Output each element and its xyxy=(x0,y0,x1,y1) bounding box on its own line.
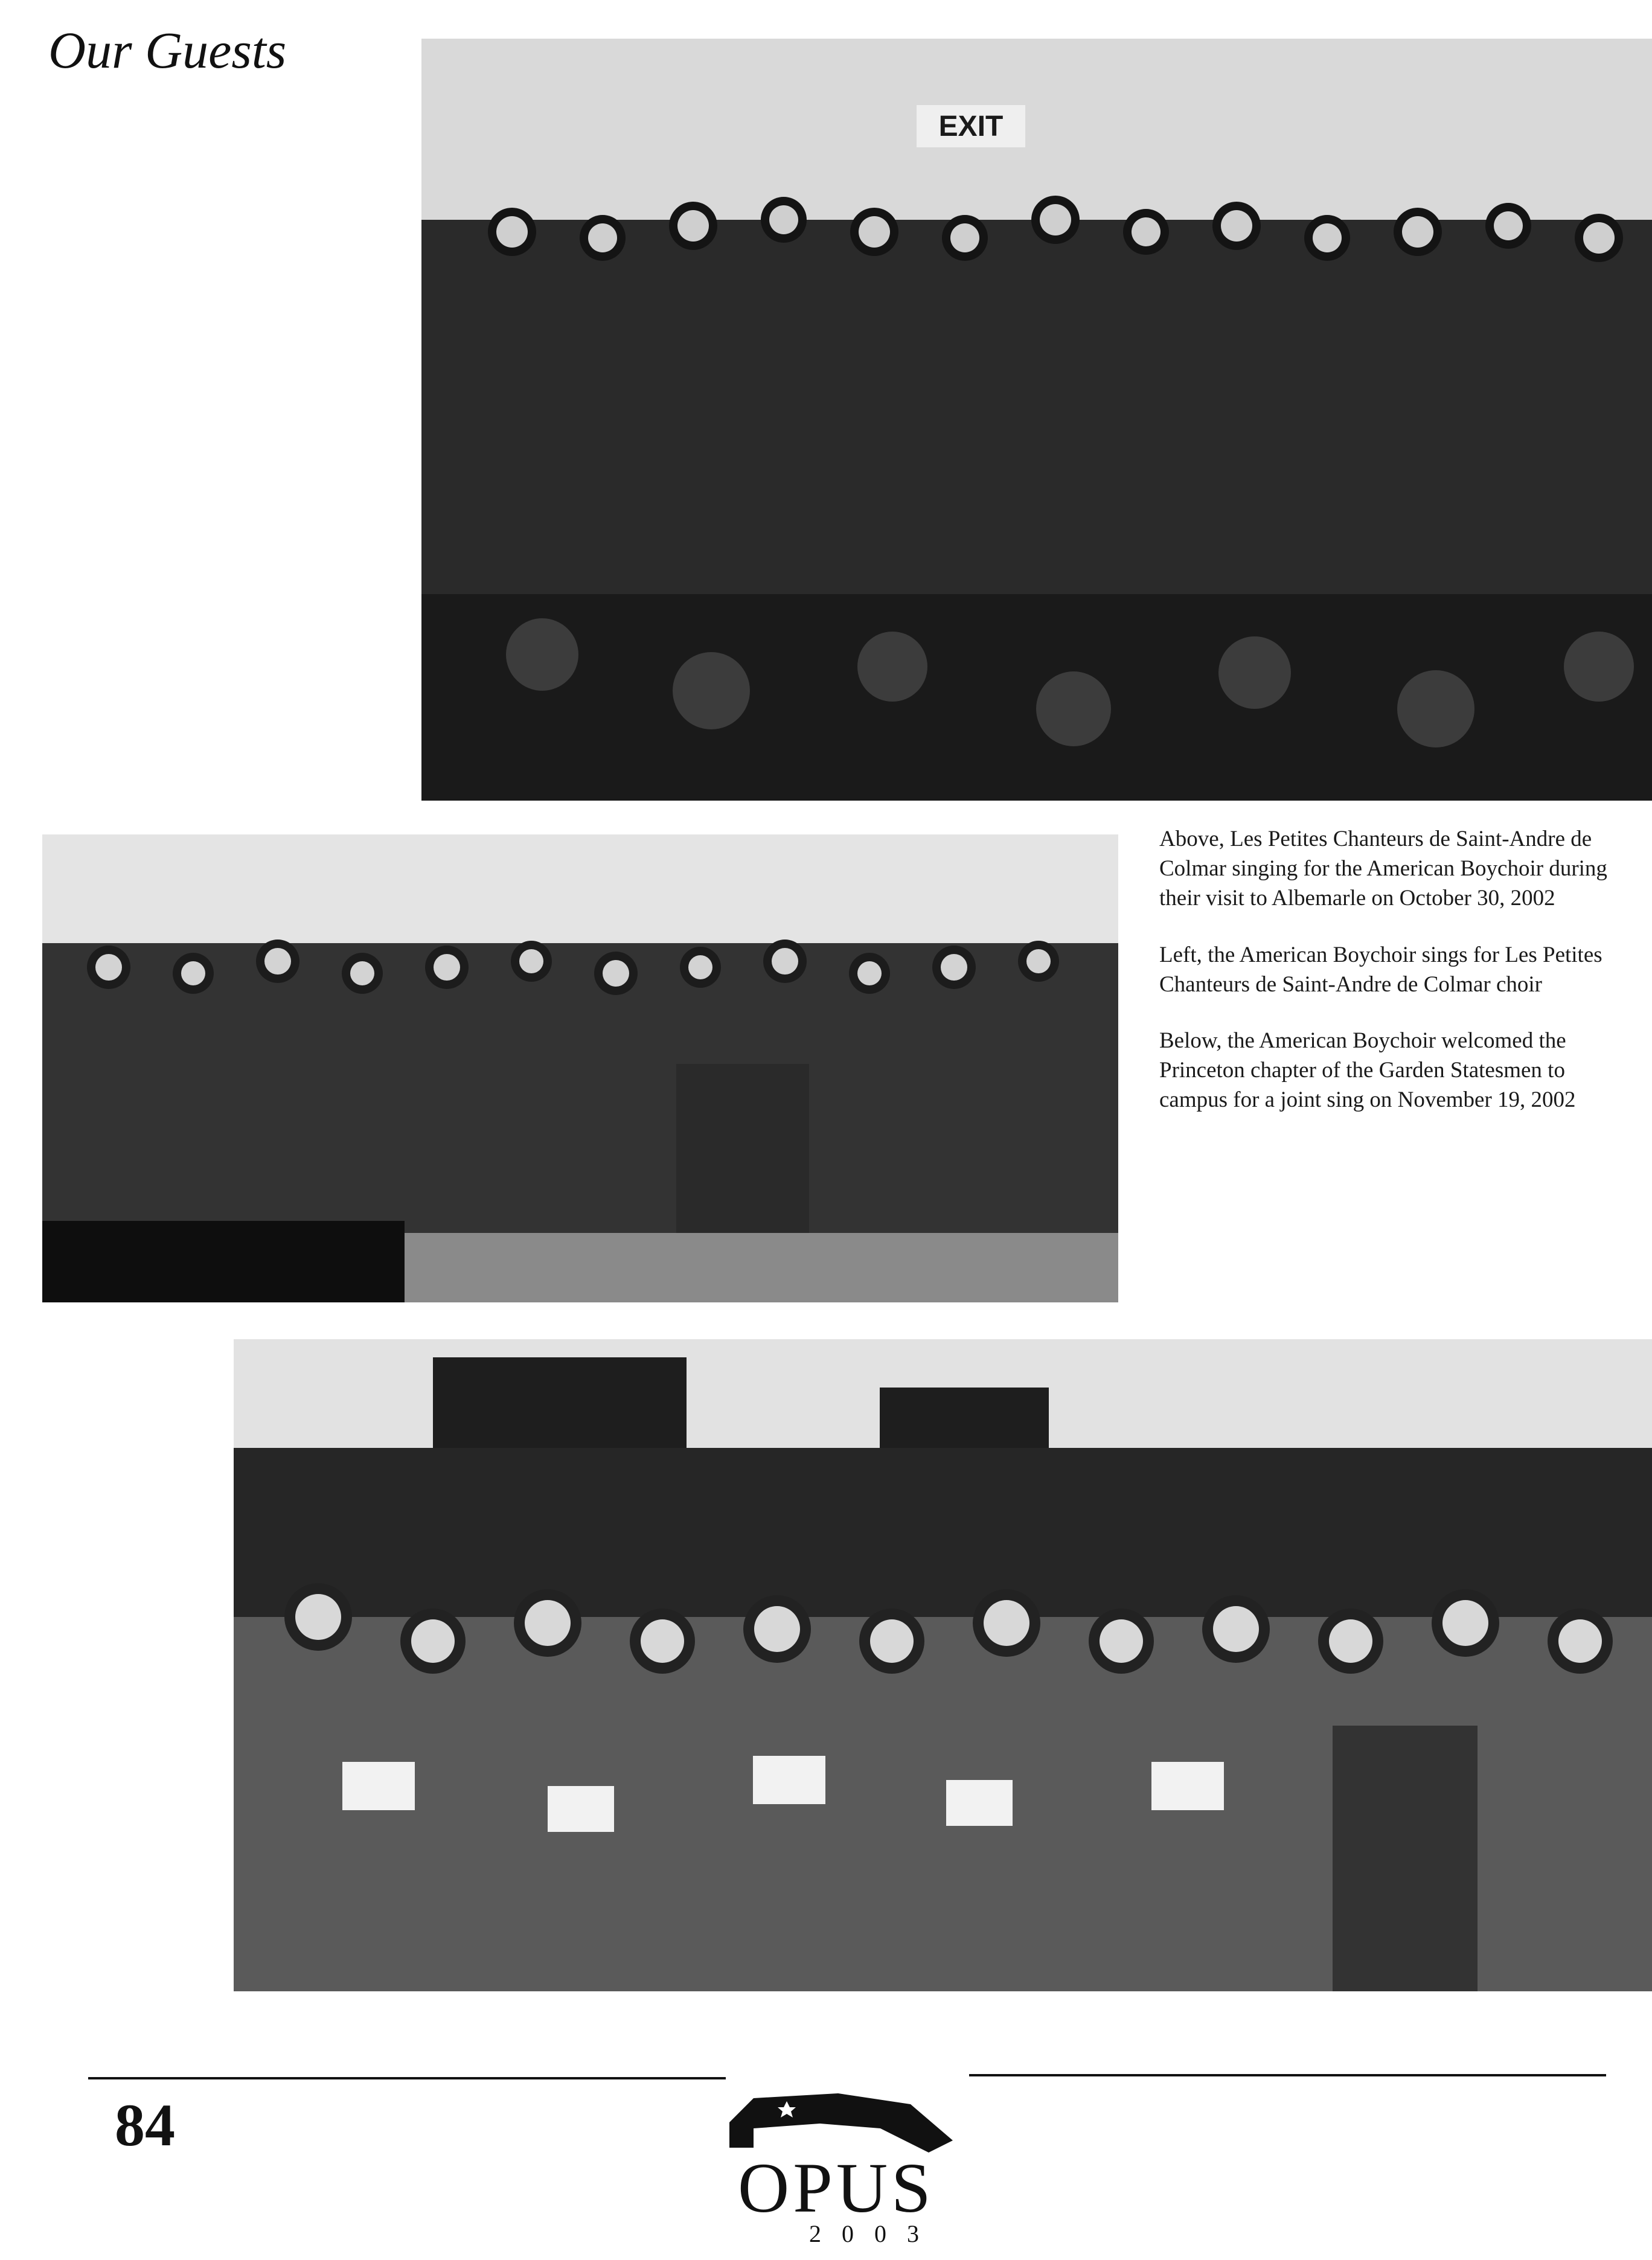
caption-above: Above, Les Petites Chanteurs de Saint-Andre de Colmar singing for the American Boychoir during their visit to Albemarle on October 30, 2002 xyxy=(1159,827,1607,911)
photo-garden-statesmen xyxy=(234,1339,1652,1991)
caption-left: Left, the American Boychoir sings for Les Petites Chanteurs de Saint-Andre de Colmar choir xyxy=(1159,942,1602,997)
piano-icon xyxy=(729,2086,959,2159)
page-title: Our Guests xyxy=(48,21,287,79)
photo-petites-chanteurs xyxy=(421,39,1652,801)
exit-sign: EXIT xyxy=(938,110,1004,142)
page-number: 84 xyxy=(115,2092,175,2159)
caption-block xyxy=(1159,824,1636,1142)
footer-rule-right xyxy=(969,2074,1606,2076)
opus-wordmark: OPUS xyxy=(738,2148,935,2227)
opus-logo xyxy=(729,2086,959,2249)
photo-american-boychoir xyxy=(42,834,1118,1302)
footer-rule-left xyxy=(88,2077,726,2079)
caption-below: Below, the American Boychoir welcomed the Princeton chapter of the Garden Statesmen to campus for a joint sing on November 19, 2002 xyxy=(1159,1028,1576,1113)
opus-year: 2003 xyxy=(809,2220,940,2247)
